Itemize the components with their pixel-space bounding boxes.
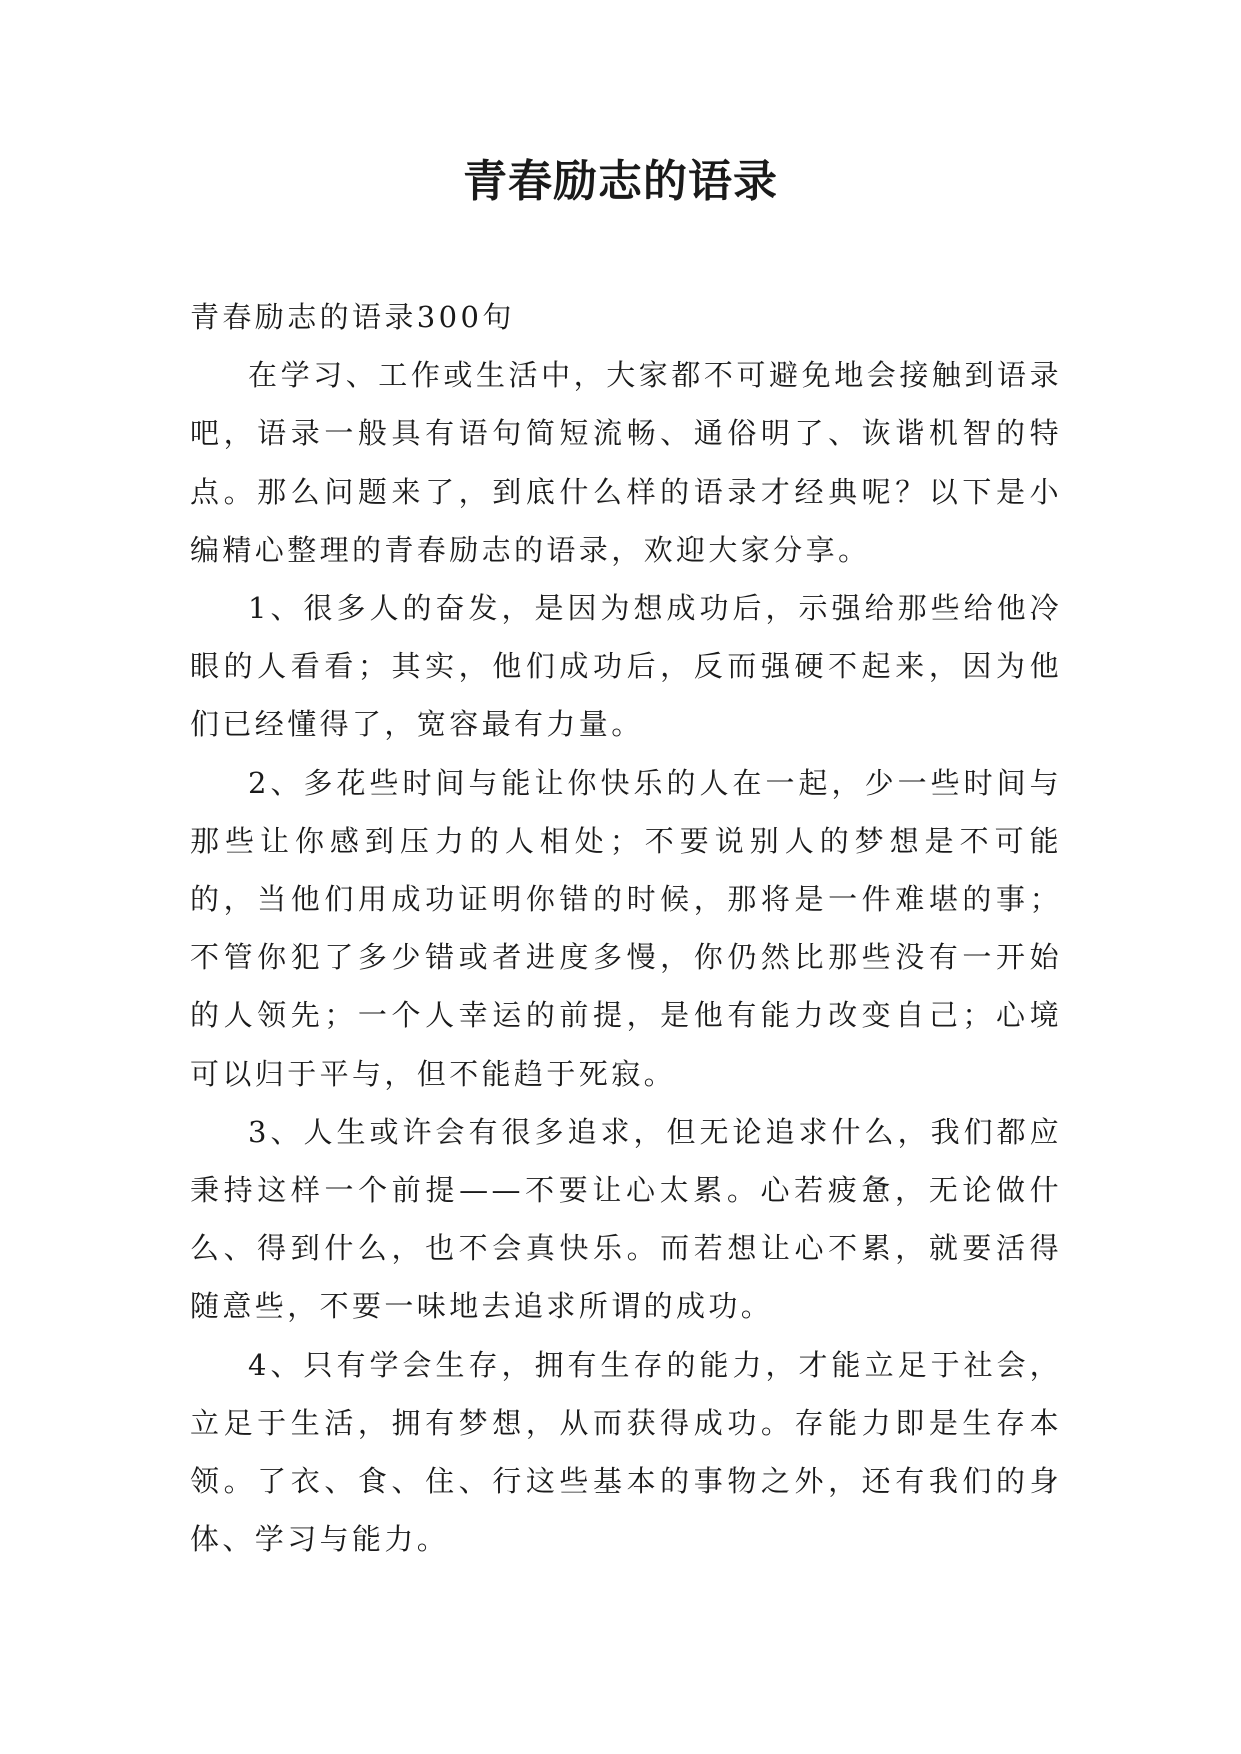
quote-paragraph-2: 2、多花些时间与能让你快乐的人在一起，少一些时间与那些让你感到压力的人相处；不要说别人的梦想是不可能的，当他们用成功证明你错的时候，那将是一件难堪的事；不管你犯了多少错或者进度多慢，你仍然比那些没有一开始的人领先；一个人幸运的前提，是他有能力改变自己；心境可以归于平与，但不能趋于死寂。 [190, 765, 1062, 1091]
document-body [190, 288, 1062, 1568]
quote-paragraph-4: 4、只有学会生存，拥有生存的能力，才能立足于社会，立足于生活，拥有梦想，从而获得成功。存能力即是生存本领。了衣、食、住、行这些基本的事物之外，还有我们的身体、学习与能力。 [190, 1347, 1062, 1557]
document-subtitle: 青春励志的语录300句 [190, 300, 515, 334]
quote-paragraph-3: 3、人生或许会有很多追求，但无论追求什么，我们都应秉持这样一个前提——不要让心太累。心若疲惫，无论做什么、得到什么，也不会真快乐。而若想让心不累，就要活得随意些，不要一味地去追求所谓的成功。 [190, 1114, 1062, 1324]
intro-paragraph: 在学习、工作或生活中，大家都不可避免地会接触到语录吧，语录一般具有语句简短流畅、通俗明了、诙谐机智的特点。那么问题来了，到底什么样的语录才经典呢？以下是小编精心整理的青春励志的语录，欢迎大家分享。 [190, 358, 1062, 567]
quote-paragraph-1: 1、很多人的奋发，是因为想成功后，示强给那些给他冷眼的人看看；其实，他们成功后，反而强硬不起来，因为他们已经懂得了，宽容最有力量。 [190, 591, 1062, 742]
document-title: 青春励志的语录 [463, 156, 778, 207]
